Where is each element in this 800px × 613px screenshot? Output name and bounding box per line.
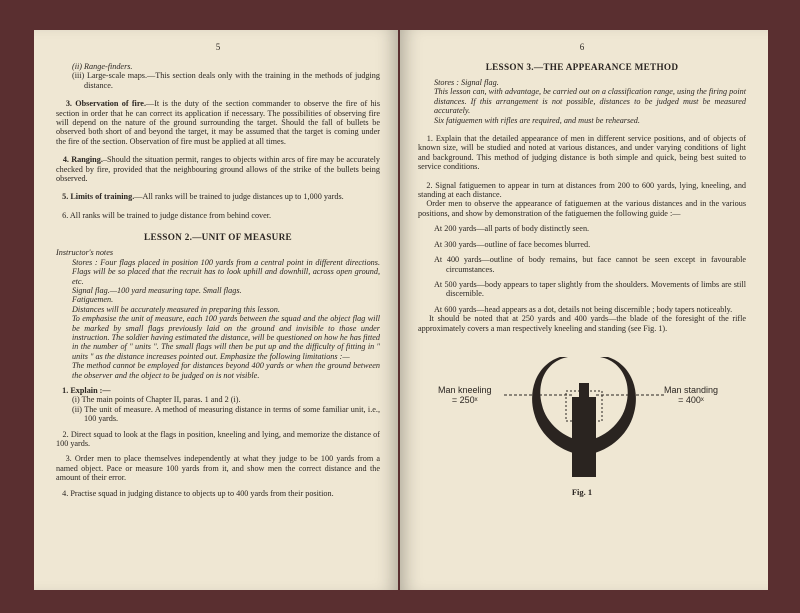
standing-label-line-2: = 400ˣ	[678, 394, 704, 405]
page-number: 5	[215, 42, 221, 52]
advantage-note: This lesson can, with advantage, be carried out on a classification range, using the firing point distances. If this arrangement is not possible, distances to be judged must be measured accurately.	[434, 87, 746, 116]
fatiguemen-note: Fatiguemen.	[72, 295, 114, 305]
lesson-3-heading: LESSON 3.—THE APPEARANCE METHOD	[485, 62, 679, 72]
paragraph-text: 6. All ranks will be trained to judge distance from behind cover.	[62, 210, 272, 220]
guide-500-yards: At 500 yards—body appears to taper slightly from the shoulders. Movements of limbs are still discernible.	[434, 279, 746, 299]
figure-caption: Fig. 1	[571, 486, 593, 497]
emphasise-note: To emphasise the unit of measure, each 100 yards between the squad and the object flag will be marked by small flags previously laid on the ground and invisible to those under instruction. The soldier having estimated the distance, will be questioned on how he has fitted in the number of " units ". The small flags will then be put up and the difficulty of fitting in " units " as the distance increases pointed out. Emphasize the following limitations :—	[72, 314, 380, 361]
paragraph-title: 3. Observation of fire.	[65, 99, 146, 109]
explain-paragraph	[418, 134, 746, 172]
explain-item: (ii) The unit of measure. A method of measuring distance in terms of some familiar unit, i.e., 100 yards.	[72, 404, 380, 424]
observation-of-fire-paragraph	[56, 99, 380, 146]
ranging-paragraph	[56, 155, 380, 183]
stores-note: Stores : Four flags placed in position 100 yards from a central point in different directions. Flags will be so placed that the recruit has to look uphill and downhill, across open ground, etc.	[72, 257, 380, 286]
explain-item: (i) The main points of Chapter II, paras. 1 and 2 (i).	[72, 395, 241, 405]
guide-200-yards: At 200 yards—all parts of body distinctly seen.	[434, 224, 590, 234]
paragraph-text: 3. Order men to place themselves independently at what they judge to be 100 yards from a named object. Pace or measure 100 yards from it, and show men the correct distance and the amount of their error.	[56, 454, 380, 483]
guide-400-yards: At 400 yards—outline of body remains, but face cannot be seen except in favourable circumstances.	[434, 255, 746, 274]
page-number: 6	[579, 42, 585, 52]
standing-label-line-1: Man standing	[664, 384, 719, 395]
figure-1	[418, 347, 746, 517]
foresight-post	[572, 397, 596, 477]
order-men-paragraph	[418, 199, 746, 218]
foresight-diagram	[418, 347, 746, 487]
guide-600-yards: At 600 yards—head appears as a dot, details not being discernible ; body tapers noticeably.	[434, 304, 733, 314]
paragraph-title: 5. Limits of training.	[62, 192, 135, 202]
stores-note: Stores : Signal flag.	[434, 78, 499, 87]
paragraph-text: 2. Signal fatiguemen to appear in turn at distances from 200 to 600 yards, lying, kneeling, and standing at each distance.	[418, 180, 747, 200]
paragraph-text: 1. Explain that the detailed appearance of men in different service positions, and of objects of known size, will be studied and noted at various distances, and under varying conditions of light and background. This method of judging distance is both simple and quick, being best suited to service conditions.	[418, 134, 747, 172]
paragraph-text: —It is the duty of the section commander to observe the fire of his section in order that he can correct its application if necessary. The possibilities of observing fire will depend on the nature of the ground surrounding the target. Should the fall of bullets be observed both short of and beyond the target, it may be assumed that the target is coming under the fire of the section. Observation of fire must be applied at all times.	[56, 99, 380, 146]
kneeling-label-line-2: = 250ˣ	[451, 394, 478, 405]
foresight-note	[418, 314, 746, 333]
signal-flag-note: Signal flag.—100 yard measuring tape. Small flags.	[72, 285, 242, 295]
paragraph-text: 4. Practise squad in judging distance to objects up to 400 yards from their position.	[62, 488, 334, 498]
order-men-paragraph	[56, 454, 380, 482]
kneeling-label	[438, 385, 492, 405]
guide-300-yards: At 300 yards—outline of face becomes blurred.	[434, 239, 591, 249]
cover-paragraph	[56, 211, 380, 220]
right-page	[400, 30, 768, 590]
paragraph-text: –Should the situation permit, ranges to objects within arcs of fire may be accurately checked by fire, provided that the neighbouring ground allows of the strike of the bullets being observed.	[56, 155, 381, 184]
foresight-blade	[579, 383, 589, 403]
standing-label	[664, 385, 718, 405]
signal-paragraph	[418, 181, 746, 200]
kneeling-label-line-1: Man kneeling	[438, 384, 492, 395]
paragraph-text: It should be noted that at 250 yards and 400 yards—the blade of the foresight of the rifle approximately covers a man respectively kneeling and standing (see Fig. 1).	[418, 314, 746, 333]
instructors-notes-label: Instructor's notes	[56, 248, 114, 258]
paragraph-text: —All ranks will be trained to judge distances up to 1,000 yards.	[134, 192, 344, 202]
practise-squad-paragraph	[56, 489, 380, 498]
left-page	[34, 30, 398, 590]
limits-of-training-paragraph	[56, 192, 380, 201]
paragraph-title: 1. Explain :—	[62, 385, 111, 395]
paragraph-text: Order men to observe the appearance of fatiguemen at the various distances and in the various positions, and show by demonstration of the fatiguemen the following guide :—	[418, 199, 747, 218]
direct-squad-paragraph	[56, 430, 380, 449]
lesson-2-heading: LESSON 2.—UNIT OF MEASURE	[144, 232, 292, 243]
range-finders-item: (ii) Range-finders.	[72, 62, 133, 71]
paragraph-title: 4. Ranging.	[62, 155, 103, 165]
distances-note: Distances will be accurately measured in preparing this lesson.	[72, 304, 280, 314]
method-limit-note: The method cannot be employed for distances beyond 400 yards or when the ground between the observer and the object to be judged on is not visible.	[72, 361, 380, 380]
fatiguemen-note: Six fatiguemen with rifles are required, and must be rehearsed.	[434, 115, 640, 125]
paragraph-text: 2. Direct squad to look at the flags in position, kneeling and lying, and memorize the distance of 100 yards.	[56, 429, 380, 448]
large-scale-maps-item: (iii) Large-scale maps.—This section deals only with the training in the methods of judging distance.	[72, 71, 380, 90]
explain-heading	[56, 386, 380, 395]
